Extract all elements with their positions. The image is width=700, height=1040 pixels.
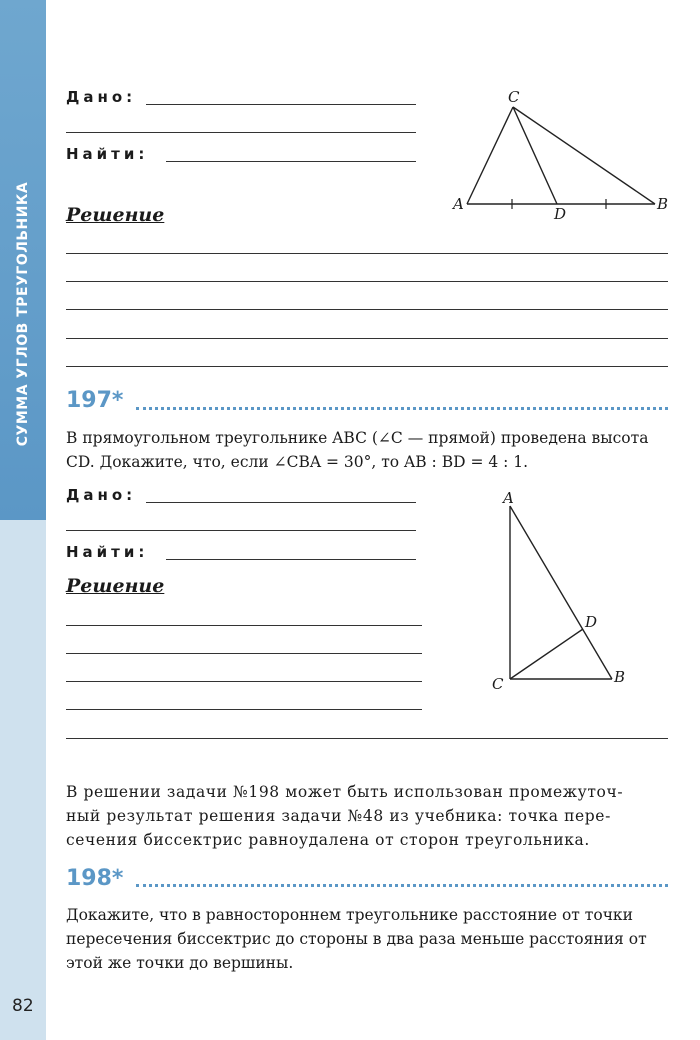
task-198-statement xyxy=(66,903,647,975)
point-label-d: D xyxy=(585,613,598,631)
point-label-c: C xyxy=(492,675,504,693)
side-ab xyxy=(510,506,612,679)
given-answer-line-2[interactable] xyxy=(66,132,416,133)
solution-line[interactable] xyxy=(66,738,668,739)
top-triangle-figure xyxy=(445,82,675,222)
given-answer-line-2[interactable] xyxy=(66,530,416,531)
point-label-c: C xyxy=(508,88,520,106)
altitude-cd xyxy=(510,629,583,679)
point-label-a: A xyxy=(453,195,464,213)
task-198-dotted-rule xyxy=(136,884,668,887)
task-198-line: этой же точки до вершины. xyxy=(66,954,294,972)
find-label: Найти: xyxy=(66,145,149,163)
side-band xyxy=(0,0,46,1040)
find-answer-line[interactable] xyxy=(166,559,416,560)
solution-line[interactable] xyxy=(66,653,422,654)
hint-note-line: ный результат решения задачи №48 из учебника: точка пере- xyxy=(66,807,611,825)
page-number: 82 xyxy=(12,996,34,1016)
point-label-d: D xyxy=(554,205,567,222)
find-label: Найти: xyxy=(66,543,149,561)
task-198-line: пересечения биссектрис до стороны в два раза меньше расстояния от xyxy=(66,930,647,948)
solution-line[interactable] xyxy=(66,625,422,626)
given-answer-line[interactable] xyxy=(146,502,416,503)
solution-line[interactable] xyxy=(66,681,422,682)
task-197-statement xyxy=(66,426,648,474)
task-197-line: CD. Докажите, что, если ∠CBA = 30°, то AB : BD = 4 : 1. xyxy=(66,453,529,471)
task-198-line: Докажите, что в равностороннем треугольнике расстояние от точки xyxy=(66,906,633,924)
task-197-dotted-rule xyxy=(136,407,668,410)
hint-note-line: В решении задачи №198 может быть использован промежуточ- xyxy=(66,783,624,801)
given-label: Дано: xyxy=(66,486,137,504)
solution-line[interactable] xyxy=(66,366,668,367)
point-label-a: A xyxy=(503,489,514,507)
find-answer-line[interactable] xyxy=(166,161,416,162)
side-ac xyxy=(467,107,513,204)
chapter-title-text: СУММА УГЛОВ ТРЕУГОЛЬНИКА xyxy=(15,181,31,447)
chapter-title xyxy=(10,181,36,447)
task-197-line: В прямоугольном треугольнике ABC (∠C — прямой) проведена высота xyxy=(66,429,649,447)
solution-line[interactable] xyxy=(66,709,422,710)
hint-note xyxy=(66,780,623,852)
task-197-number: 197* xyxy=(66,388,124,413)
solution-heading: Решение xyxy=(66,204,165,226)
solution-heading: Решение xyxy=(66,575,165,597)
given-label: Дано: xyxy=(66,88,137,106)
solution-line[interactable] xyxy=(66,309,668,310)
point-label-b: B xyxy=(657,195,669,213)
solution-line[interactable] xyxy=(66,338,668,339)
given-answer-line[interactable] xyxy=(146,104,416,105)
hint-note-line: сечения биссектрис равноудалена от сторон треугольника. xyxy=(66,831,590,849)
task-197-triangle-figure xyxy=(486,488,636,698)
point-label-b: B xyxy=(614,668,626,686)
task-198-number: 198* xyxy=(66,866,124,891)
solution-line[interactable] xyxy=(66,253,668,254)
solution-line[interactable] xyxy=(66,281,668,282)
